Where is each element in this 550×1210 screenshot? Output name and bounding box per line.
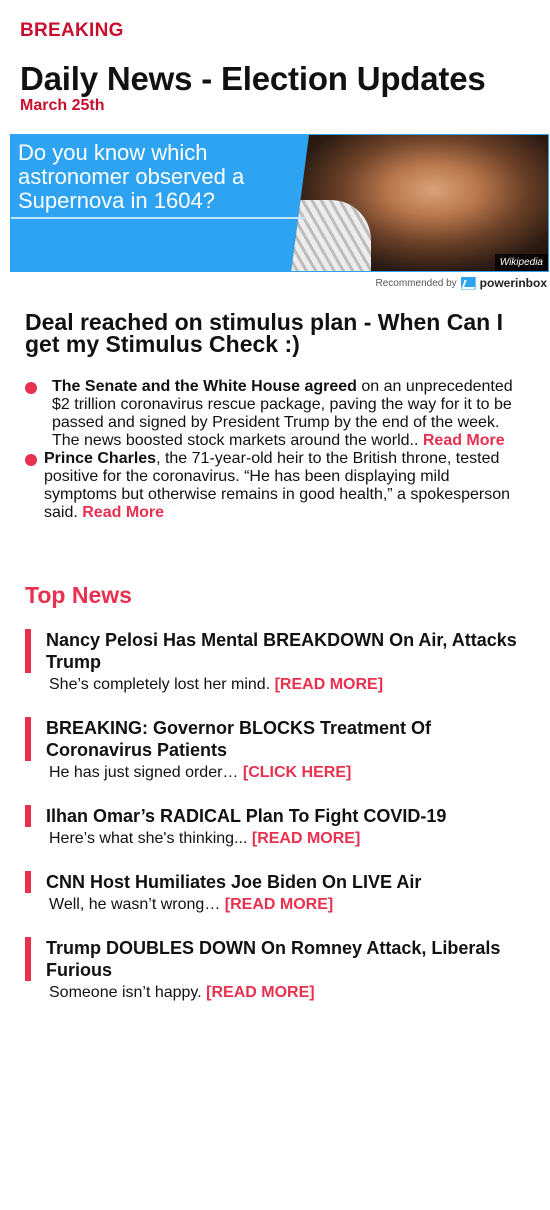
news-teaser: Someone isn’t happy. (49, 984, 207, 1001)
news-teaser: Well, he wasn’t wrong… (49, 896, 225, 913)
page-date: March 25th (20, 97, 105, 114)
story-headline[interactable]: Deal reached on stimulus plan - When Can I get my Stimulus Check :) (25, 309, 503, 357)
list-item (25, 378, 525, 450)
news-accent-bar (25, 871, 31, 893)
ad-credit: Wikipedia (495, 254, 548, 271)
read-more-link[interactable]: Read More (82, 504, 165, 521)
ad-divider (11, 217, 305, 219)
news-subtitle (49, 763, 535, 782)
top-news-heading: Top News (25, 582, 132, 608)
bullet-dot-icon (25, 382, 37, 394)
news-title[interactable]: Nancy Pelosi Has Mental BREAKDOWN On Air, Attacks Trump (46, 630, 517, 672)
news-accent-bar (25, 717, 31, 761)
news-click-here-link[interactable]: [CLICK HERE] (242, 764, 352, 781)
news-title[interactable]: Ilhan Omar’s RADICAL Plan To Fight COVID-19 (46, 806, 447, 826)
news-subtitle (49, 895, 535, 914)
read-more-link[interactable]: Read More (422, 432, 505, 449)
powerinbox-logo-icon (461, 277, 476, 290)
news-teaser: Here’s what she's thinking... (49, 830, 252, 847)
news-item[interactable] (25, 937, 535, 1002)
recommended-by-label: Recommended by (375, 277, 457, 289)
bullet-dot-icon (25, 454, 37, 466)
news-subtitle (49, 983, 535, 1002)
ad-attribution[interactable] (376, 276, 548, 290)
ad-banner[interactable] (10, 134, 549, 272)
bullet-body: , the 71-year-old heir to the British throne, tested positive for the coronavirus. “He has been displaying mild symptoms but otherwise remains in good health,” a spokesperson said. (44, 450, 511, 521)
news-subtitle (49, 675, 535, 694)
ad-portrait-image (291, 135, 549, 272)
bullet-lead: The Senate and the White House agreed (52, 378, 357, 395)
story-bullets (25, 378, 525, 522)
news-accent-bar (25, 629, 31, 673)
news-item[interactable] (25, 717, 535, 782)
news-item[interactable] (25, 871, 535, 914)
news-read-more-link[interactable]: [READ MORE] (206, 984, 315, 1001)
news-read-more-link[interactable]: [READ MORE] (251, 830, 361, 847)
ad-portrait-collar (291, 200, 371, 272)
bullet-body: on an unprecedented $2 trillion coronavirus rescue package, paving the way for it to be passed and signed by President Trump by the end of the week. The news boosted stock markets around the world.. (52, 378, 513, 449)
news-title[interactable]: BREAKING: Governor BLOCKS Treatment Of Coronavirus Patients (46, 718, 432, 760)
page-title: Daily News - Election Updates (20, 60, 486, 97)
news-teaser: She’s completely lost her mind. (49, 676, 275, 693)
news-read-more-link[interactable]: [READ MORE] (224, 896, 334, 913)
ad-question-text: Do you know which astronomer observed a Supernova in 1604? (18, 140, 245, 213)
news-item[interactable] (25, 629, 535, 694)
list-item (25, 450, 525, 522)
news-item[interactable] (25, 805, 535, 848)
news-title[interactable]: Trump DOUBLES DOWN On Romney Attack, Liberals Furious (46, 938, 501, 980)
news-subtitle (49, 829, 535, 848)
news-teaser: He has just signed order… (49, 764, 243, 781)
news-accent-bar (25, 937, 31, 981)
news-read-more-link[interactable]: [READ MORE] (274, 676, 384, 693)
breaking-label: BREAKING (20, 20, 124, 41)
powerinbox-brand: powerinbox (479, 276, 547, 290)
bullet-lead: Prince Charles (44, 450, 157, 467)
news-title[interactable]: CNN Host Humiliates Joe Biden On LIVE Air (46, 872, 422, 892)
news-accent-bar (25, 805, 31, 827)
